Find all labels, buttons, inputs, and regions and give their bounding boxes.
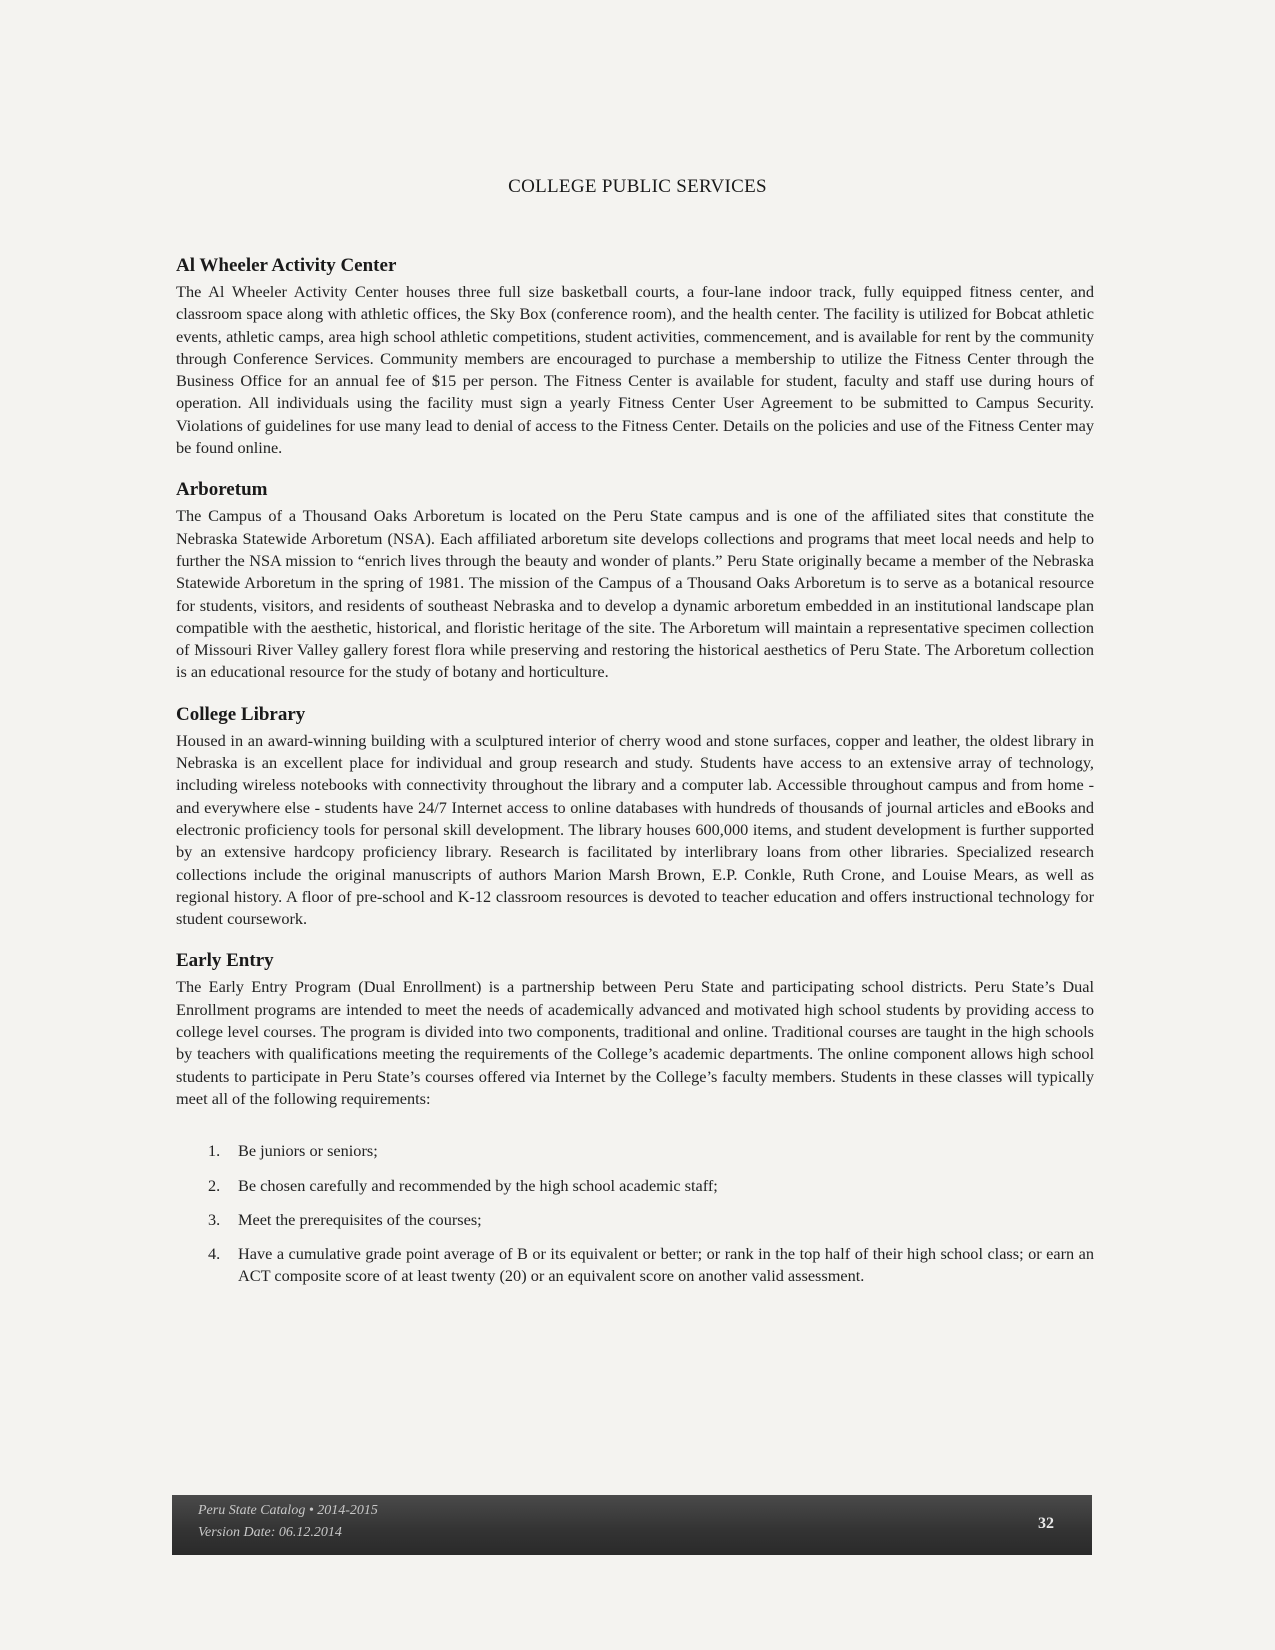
list-item-number: 3. — [208, 1209, 221, 1229]
list-item — [176, 1209, 1094, 1231]
section-early-entry — [176, 950, 1094, 1287]
list-item-text: Have a cumulative grade point average of B or its equivalent or better; or rank in the top half of their high school class; or earn an ACT composite score of at least twenty (20) or an equivalent score on another valid assessment. — [238, 1244, 1094, 1286]
list-item — [176, 1175, 1094, 1197]
list-item — [176, 1140, 1094, 1162]
section-arboretum — [176, 479, 1094, 683]
section-college-library — [176, 704, 1094, 931]
section-heading: College Library — [176, 703, 306, 725]
section-heading: Al Wheeler Activity Center — [176, 255, 397, 276]
page-footer — [172, 1495, 1092, 1555]
section-body: The Campus of a Thousand Oaks Arboretum is located on the Peru State campus and is one of the affiliated sites that constitute the Nebraska Statewide Arboretum (NSA). Each affiliated arboretum site develops collections and programs that meet local needs and help to further the NSA mission to “enrich lives through the beauty and wonder of plants.” Peru State originally became a member of the Nebraska Statewide Arboretum in the spring of 1981. The mission of the Campus of a Thousand Oaks Arboretum is to serve as a botanical resource for students, visitors, and residents of southeast Nebraska and to develop a dynamic arboretum embedded in an institutional landscape plan compatible with the aesthetic, historical, and floristic heritage of the site. The Arboretum will maintain a representative specimen collection of Missouri River Valley gallery forest flora while preserving and restoring the historical aesthetics of Peru State. The Arboretum collection is an educational resource for the study of botany and horticulture. — [176, 506, 1094, 682]
section-al-wheeler-activity-center — [176, 255, 1094, 459]
list-item-text: Be chosen carefully and recommended by the high school academic staff; — [238, 1175, 718, 1195]
list-item-number: 1. — [208, 1141, 221, 1161]
list-item-number: 2. — [208, 1175, 221, 1195]
page-number: 32 — [1038, 1515, 1054, 1532]
requirements-list — [176, 1140, 1094, 1287]
list-item-text: Be juniors or seniors; — [238, 1141, 378, 1161]
section-body: Housed in an award-winning building with a sculptured interior of cherry wood and stone surfaces, copper and leather, the oldest library in Nebraska is an excellent place for individual and group research and study. Students have access to an extensive array of technology, including wireless notebooks with connectivity throughout the library and a computer lab. Accessible throughout campus and from home - and everywhere else - students have 24/7 Internet access to online databases with hundreds of thousands of journal articles and eBooks and electronic proficiency tools for personal skill development. The library houses 600,000 items, and student development is further supported by an extensive hardcopy proficiency library. Research is facilitated by interlibrary loans from other libraries. Specialized research collections include the original manuscripts of authors Marion Marsh Brown, E.P. Conkle, Ruth Crone, and Louise Mears, as well as regional history. A floor of pre-school and K-12 classroom resources is devoted to teacher education and offers instructional technology for student coursework. — [176, 730, 1094, 929]
list-item — [176, 1243, 1094, 1288]
section-heading: Early Entry — [176, 950, 274, 972]
section-body: The Early Entry Program (Dual Enrollment) is a partnership between Peru State and participating school districts. Peru State’s Dual Enrollment programs are intended to meet the needs of academically advanced and motivated high school students by providing access to college level courses. The program is divided into two components, traditional and online. Traditional courses are taught in the high schools by teachers with qualifications meeting the requirements of the College’s academic departments. The online component allows high school students to participate in Peru State’s courses offered via Internet by the College’s faculty members. Students in these classes will typically meet all of the following requirements: — [176, 977, 1094, 1108]
footer-catalog-title: Peru State Catalog • 2014-2015 — [198, 1503, 378, 1518]
list-item-number: 4. — [208, 1244, 221, 1264]
section-heading: Arboretum — [176, 479, 268, 501]
page-content — [176, 255, 1094, 1308]
list-item-text: Meet the prerequisites of the courses; — [238, 1209, 482, 1229]
page-title: COLLEGE PUBLIC SERVICES — [508, 176, 767, 197]
section-body: The Al Wheeler Activity Center houses three full size basketball courts, a four-lane indoor track, fully equipped fitness center, and classroom space along with athletic offices, the Sky Box (conference room), and the health center. The facility is utilized for Bobcat athletic events, athletic camps, area high school athletic competitions, student activities, commencement, and is available for rent by the community through Conference Services. Community members are encouraged to purchase a membership to utilize the Fitness Center through the Business Office for an annual fee of $15 per person. The Fitness Center is available for student, faculty and staff use during hours of operation. All individuals using the facility must sign a yearly Fitness Center User Agreement to be submitted to Campus Security. Violations of guidelines for use many lead to denial of access to the Fitness Center. Details on the policies and use of the Fitness Center may be found online. — [176, 282, 1094, 458]
footer-version-date: Version Date: 06.12.2014 — [198, 1525, 342, 1540]
